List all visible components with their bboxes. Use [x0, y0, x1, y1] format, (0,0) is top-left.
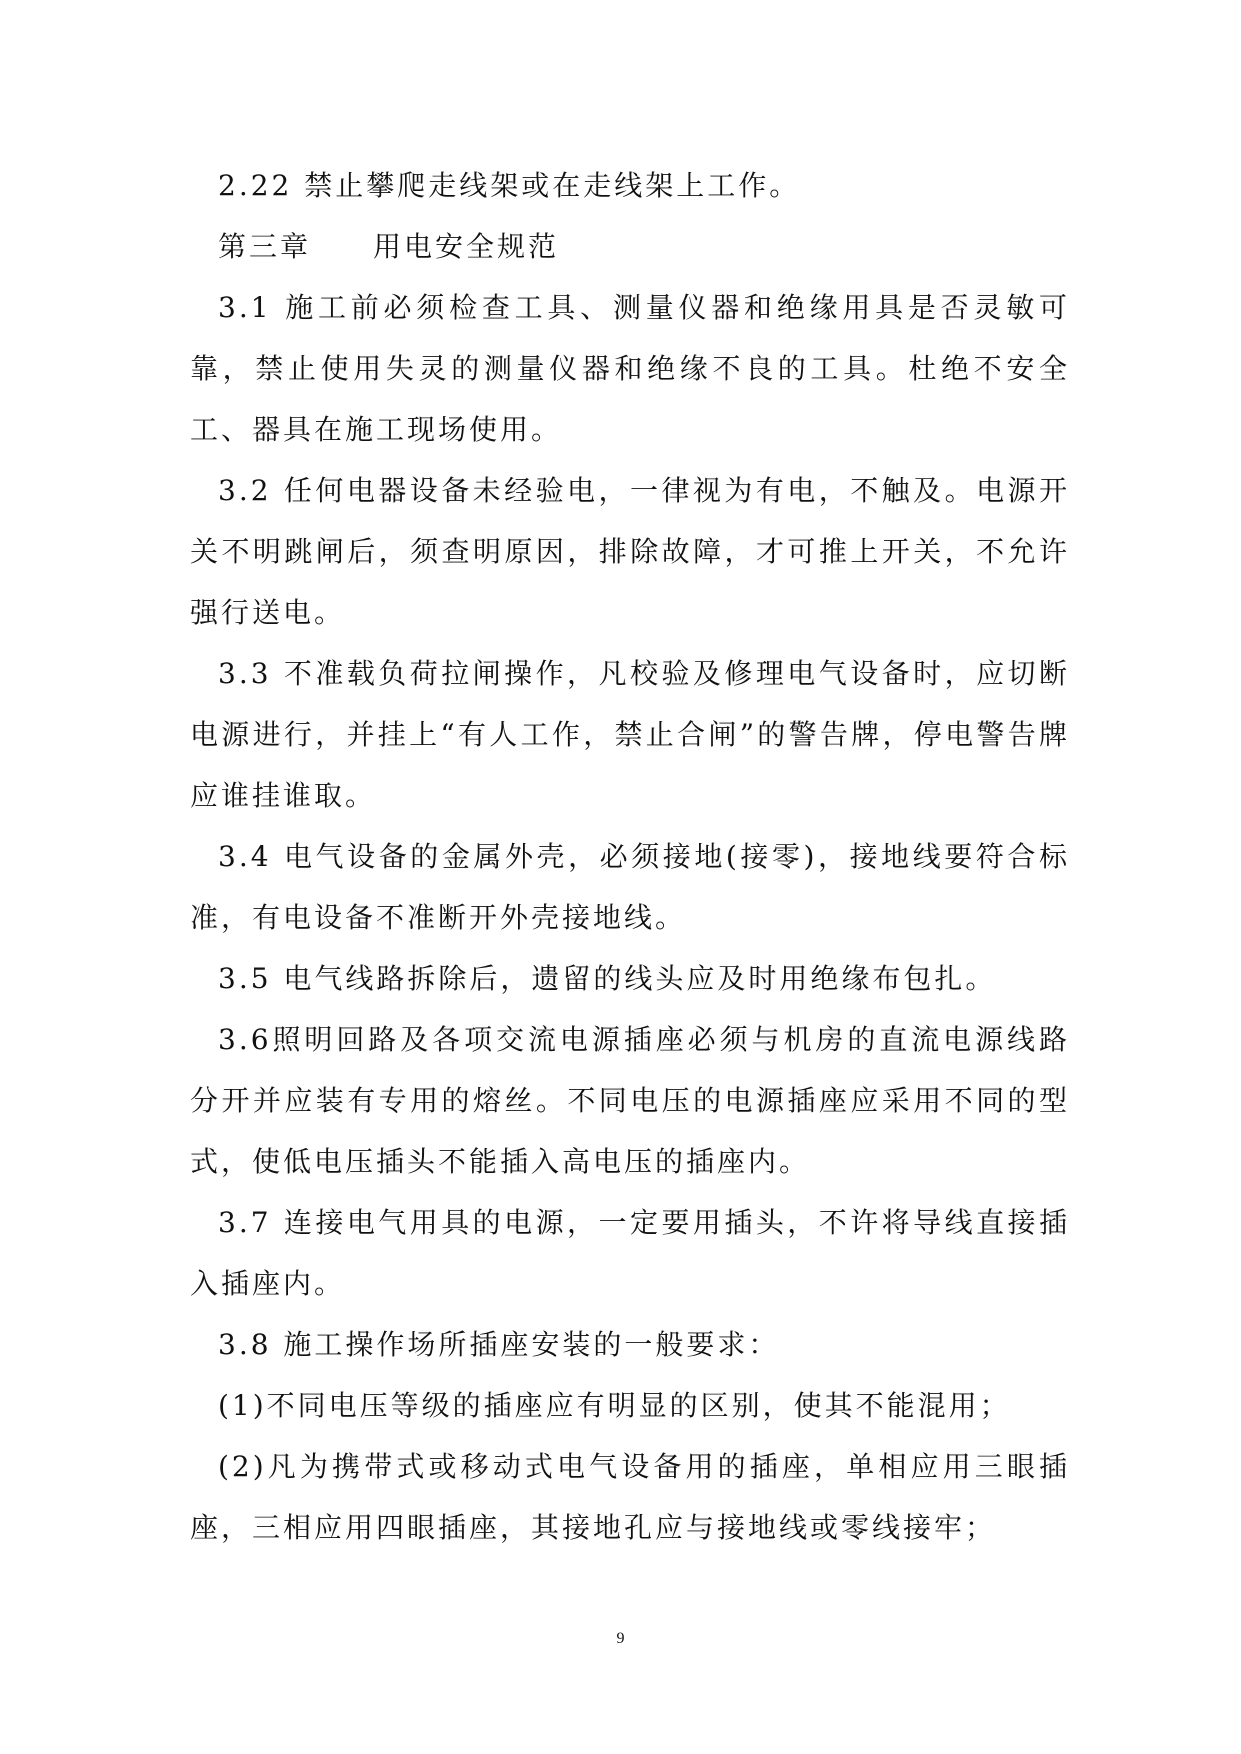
chapter-heading: 第三章 用电安全规范: [218, 230, 560, 263]
paragraph-3-3: 3.3 不准载负荷拉闸操作，凡校验及修理电气设备时，应切断电源进行，并挂上“有人工作，禁止合闸”的警告牌，停电警告牌应谁挂谁取。: [190, 657, 1070, 812]
paragraph-3-4: 3.4 电气设备的金属外壳，必须接地(接零)，接地线要符合标准，有电设备不准断开外壳接地线。: [190, 840, 1070, 934]
paragraph-2-22: 2.22 禁止攀爬走线架或在走线架上工作。: [218, 169, 801, 202]
paragraph-3-6: 3.6照明回路及各项交流电源插座必须与机房的直流电源线路分开并应装有专用的熔丝。不同电压的电源插座应采用不同的型式，使低电压插头不能插入高电压的插座内。: [190, 1023, 1070, 1178]
list-item-2: (2)凡为携带式或移动式电气设备用的插座，单相应用三眼插座，三相应用四眼插座，其接地孔应与接地线或零线接牢；: [190, 1450, 1070, 1544]
paragraph-3-8: 3.8 施工操作场所插座安装的一般要求：: [218, 1328, 780, 1361]
paragraph-3-2: 3.2 任何电器设备未经验电，一律视为有电，不触及。电源开关不明跳闸后，须查明原因，排除故障，才可推上开关，不允许强行送电。: [190, 474, 1070, 629]
paragraph-3-1: 3.1 施工前必须检查工具、测量仪器和绝缘用具是否灵敏可靠，禁止使用失灵的测量仪器和绝缘不良的工具。杜绝不安全工、器具在施工现场使用。: [190, 291, 1070, 446]
list-item-1: (1)不同电压等级的插座应有明显的区别，使其不能混用；: [218, 1389, 1011, 1422]
paragraph-3-5: 3.5 电气线路拆除后，遗留的线头应及时用绝缘布包扎。: [218, 962, 997, 995]
document-body: [190, 155, 1070, 1558]
paragraph-3-7: 3.7 连接电气用具的电源，一定要用插头，不许将导线直接插入插座内。: [190, 1206, 1070, 1300]
page-number: 9: [616, 1630, 625, 1647]
